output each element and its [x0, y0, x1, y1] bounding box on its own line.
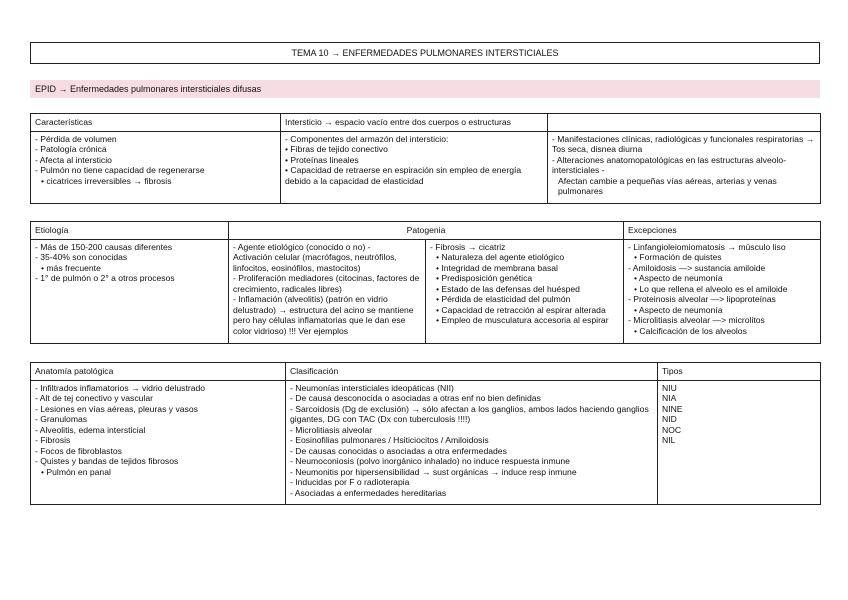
list-item: - Alteraciones anatomopatológicas en las estructuras alveolo-intersticiales - [552, 154, 787, 176]
list-item: - De causas conocidas o asociadas a otra enfermedades [290, 445, 507, 456]
list-item: - Focos de fibroblastos [35, 445, 122, 456]
list-item: • Formación de quistes [634, 252, 722, 263]
pathogenesis-header: Patogenia [229, 222, 624, 240]
characteristics-cell [31, 132, 281, 204]
list-item: - Proteinosis alveolar —> lipoproteínas [628, 294, 776, 305]
characteristics-table [30, 113, 821, 204]
list-item: • cicatrices irreversibles → fibrosis [41, 175, 172, 186]
list-item: NINE [662, 403, 683, 414]
list-item: - Microlitiasis alveolar —> microlitos [628, 315, 765, 326]
list-item: • Pérdida de elasticidad del pulmón [436, 294, 571, 305]
title-text: TEMA 10 → ENFERMEDADES PULMONARES INTERSTICIALES [291, 48, 559, 58]
list-item: - Neumonitis por hipersensibilidad → sust orgánicas → induce resp inmune [290, 466, 577, 477]
list-item: - Fibrosis [35, 435, 71, 446]
list-item: - Componentes del armazón del intersticio: [285, 134, 449, 144]
empty-header [548, 114, 821, 132]
list-item: - Granulomas [35, 414, 88, 425]
list-item: • Pulmón en panal [41, 466, 111, 477]
list-item: Afectan cambie a pequeñas vías aéreas, arterias y venas pulmonares [558, 175, 777, 197]
list-item: NIL [662, 435, 676, 446]
manifestations-cell [548, 132, 821, 204]
interstitium-cell [281, 132, 548, 204]
list-item: • Naturaleza del agente etiológico [436, 252, 565, 263]
list-item: - Linfangioleiomiomatosis → músculo liso [628, 242, 786, 252]
list-item: - Inducidas por F o radioterapia [290, 477, 410, 488]
list-item: - Sarcoidosis (Dg de exclusión) → sólo afectan a los ganglios, ambos lados haciendo ganglios gigantes, DG con TAC (Dx con tuberculosis !!!!) [290, 403, 649, 425]
types-header: Tipos [658, 363, 821, 381]
list-item: • Aspecto de neumonía [634, 273, 723, 284]
etiology-table [30, 221, 821, 344]
list-item: - Agente etiológico (conocido o no) - [233, 242, 371, 252]
list-item: - Más de 150-200 causas diferentes [35, 242, 173, 252]
list-item: • Predisposición genética [436, 273, 533, 284]
list-item: • Estado de las defensas del huésped [436, 283, 580, 294]
list-item: • Calcificación de los alveolos [634, 325, 747, 336]
pathology-table [30, 362, 821, 505]
list-item: NOC [662, 424, 682, 435]
list-item: - Pérdida de volumen [35, 134, 117, 144]
list-item: • Proteínas lineales [285, 154, 359, 165]
list-item: - Pulmón no tiene capacidad de regenerarse [35, 165, 205, 176]
classification-cell [286, 381, 658, 505]
pathology-cell [31, 381, 286, 505]
list-item: • Integridad de membrana basal [436, 262, 558, 273]
etiology-header: Etiología [31, 222, 229, 240]
list-item: • Fibras de tejido conectivo [285, 144, 388, 155]
pathology-header: Anatomía patológica [31, 363, 286, 381]
section-heading: EPID → Enfermedades pulmonares intersticiales difusas [30, 80, 820, 98]
list-item: - Asociadas a enfermedades hereditarias [290, 487, 447, 498]
exceptions-header: Excepciones [624, 222, 821, 240]
pathogenesis-cell-2 [426, 240, 624, 344]
list-item: - Infiltrados inflamatorios → vidrio delustrado [35, 383, 206, 393]
list-item: • Lo que rellena el alveolo es el amiloide [634, 283, 788, 294]
list-item: • Capacidad de retraerse en espiración sin empleo de energía debido a la capacidad de elasticidad [285, 165, 522, 186]
list-item: - Alt de tej conectivo y vascular [35, 393, 153, 404]
list-item: - Proliferación mediadores (citocinas, factores de crecimiento, radicales libres) [233, 273, 420, 294]
list-item: - De causa desconocida o asociadas a otras enf no bien definidas [290, 393, 541, 404]
list-item: NID [662, 414, 677, 425]
etiology-cell [31, 240, 229, 344]
list-item: - 35-40% son conocidas [35, 252, 128, 263]
list-item: - Lesiones en vías aéreas, pleuras y vasos [35, 403, 198, 414]
list-item: NIA [662, 393, 677, 404]
list-item: - Patología crónica [35, 144, 107, 155]
page-title [30, 42, 820, 64]
list-item: - 1° de pulmón o 2° a otros procesos [35, 273, 175, 284]
interstitium-header: Intersticio → espacio vacío entre dos cuerpos o estructuras [281, 114, 548, 132]
list-item: • Capacidad de retracción al espirar alterada [436, 304, 606, 315]
list-item: • Aspecto de neumonía [634, 304, 723, 315]
pathogenesis-cell-1 [229, 240, 426, 344]
list-item: - Microlitiasis alveolar [290, 424, 373, 435]
list-item: - Alveolitis, edema intersticial [35, 424, 146, 435]
list-item: - Manifestaciones clínicas, radiológicas y funcionales respiratorias → Tos seca, disnea diurna [552, 134, 815, 155]
types-cell [658, 381, 821, 505]
list-item: - Inflamación (alveolitis) (patrón en vidrio delustrado) → estructura del acino se mantiene pero hay células inflamatorias que le dan ese color vidrioso) !!! Ver ejemplos [233, 294, 414, 336]
list-item: NIU [662, 383, 677, 393]
list-item: - Amiloidosis —> sustancia amiloide [628, 262, 766, 273]
list-item: - Quistes y bandas de tejidos fibrosos [35, 456, 179, 467]
exceptions-cell [624, 240, 821, 344]
classification-header: Clasificación [286, 363, 658, 381]
list-item: • Empleo de musculatura accesoria al espirar [436, 315, 609, 326]
list-item: - Neumoconiosis (polvo inorgánico inhalado) no induce respuesta inmune [290, 456, 570, 467]
list-item: - Afecta al intersticio [35, 154, 112, 165]
characteristics-header: Características [31, 114, 281, 132]
list-item: • más frecuente [41, 262, 101, 273]
list-item: - Neumonías intersticiales ideopáticas (NII) [290, 383, 454, 393]
list-item: Activación celular (macrófagos, neutrófilos, linfocitos, eosinófilos, mastocitos) [233, 252, 397, 273]
list-item: - Eosinofilias pulmonares / Hsiticiocitos / Amiloidosis [290, 435, 489, 446]
list-item: - Fibrosis → cicatriz [430, 242, 506, 252]
